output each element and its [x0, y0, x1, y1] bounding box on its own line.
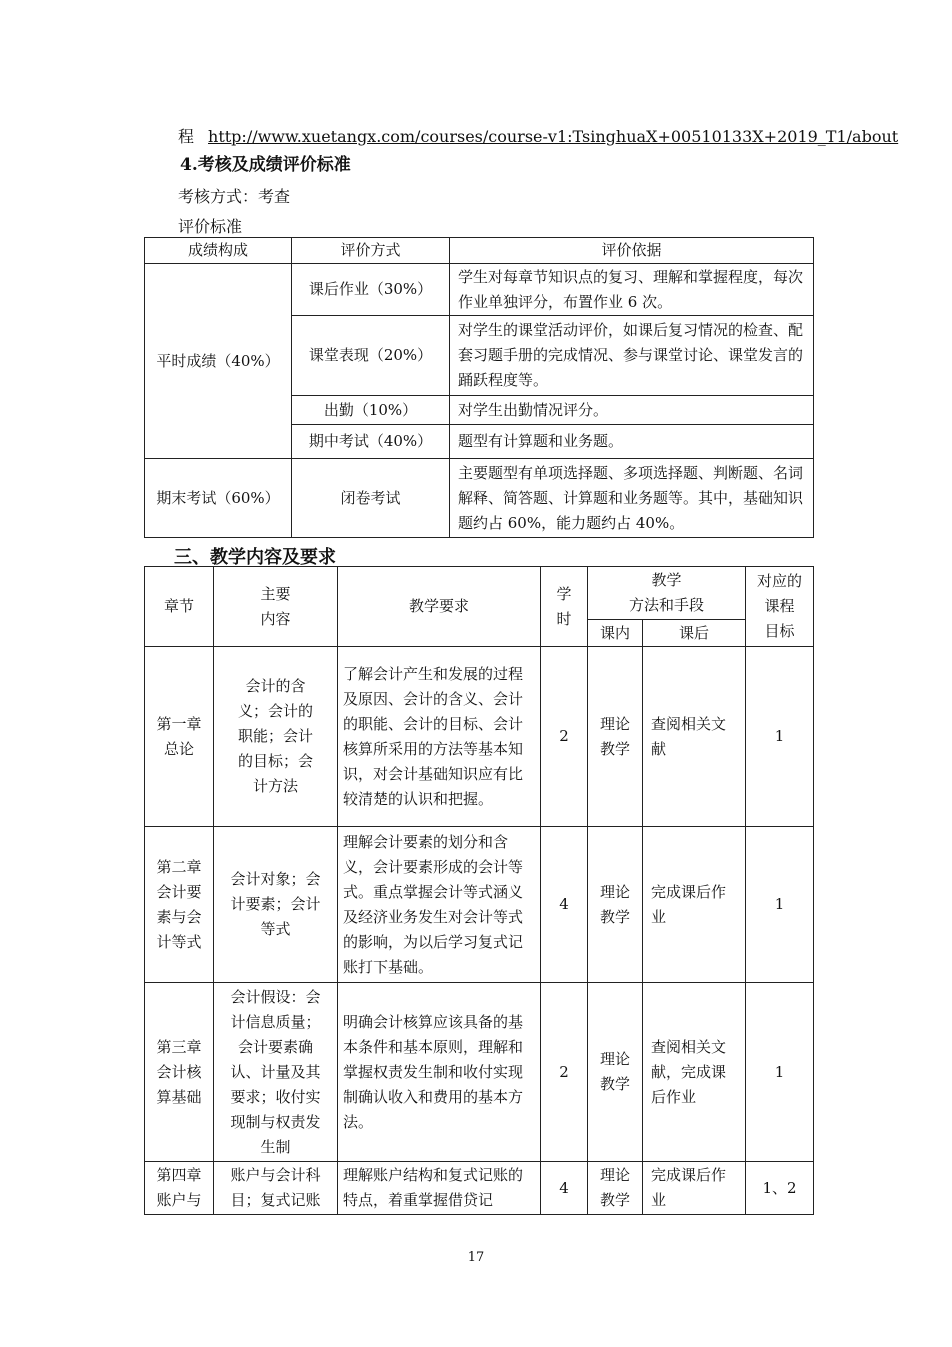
chapter-cell: [145, 1162, 214, 1215]
header-cell: 评价依据: [450, 238, 814, 264]
in-class-cell: 理论教学: [588, 647, 643, 827]
after-class-cell: 完成课后作业: [643, 827, 746, 983]
hours-cell: 4: [541, 1162, 588, 1215]
method-cell: 闭卷考试: [292, 459, 450, 538]
basis-cell: 学生对每章节知识点的复习、理解和掌握程度，每次作业单独评分，布置作业 6 次。: [450, 264, 814, 316]
table-row: [145, 827, 814, 983]
header-cell: 成绩构成: [145, 238, 292, 264]
header-course-target: 对应的 课程 目标: [746, 567, 814, 647]
method-cell: 课堂表现（20%）: [292, 316, 450, 396]
table-header-row: [145, 567, 814, 620]
chapter-text: 第一章总论: [156, 714, 202, 758]
after-class-cell: 查阅相关文献: [643, 647, 746, 827]
requirement-cell: 了解会计产生和发展的过程及原因、会计的含义、会计的职能、会计的目标、会计核算所采用的方法等基本知识，对会计基础知识应有比较清楚的认识和把握。: [338, 647, 541, 827]
after-class-cell: 完成课后作业: [643, 1162, 746, 1215]
hours-cell: 2: [541, 983, 588, 1162]
url-line: [178, 124, 898, 147]
evaluation-table: [144, 237, 814, 538]
requirement-cell: 明确会计核算应该具备的基本条件和基本原则，理解和掌握权责发生制和收付实现制确认收入和费用的基本方法。: [338, 983, 541, 1162]
basis-cell: 对学生的课堂活动评价，如课后复习情况的检查、配套习题手册的完成情况、参与课堂讨论、课堂发言的踊跃程度等。: [450, 316, 814, 396]
table-row: [145, 647, 814, 827]
chapter-text: 第四章账户与: [156, 1166, 202, 1209]
basis-cell: 主要题型有单项选择题、多项选择题、判断题、名词解释、简答题、计算题和业务题等。其中，基础知识题约占 60%，能力题约占 40%。: [450, 459, 814, 538]
in-class-cell: 理论教学: [588, 983, 643, 1162]
in-class-cell: [588, 1162, 643, 1215]
assessment-method: 考核方式：考查: [178, 187, 291, 206]
chapter-text: 第三章会计核算基础: [156, 1037, 202, 1106]
header-hours: 学 时: [541, 567, 588, 647]
main-content-text: 会计的含义；会计的职能；会计的目标；会计方法: [238, 677, 314, 795]
main-content-text: 会计假设：会计信息质量；会计要素确认、计量及其要求；收付实现制与权责发生制: [230, 987, 321, 1156]
header-requirements: 教学要求: [338, 567, 541, 647]
teaching-content-table: [144, 566, 814, 1215]
header-after-class: 课后: [643, 620, 746, 647]
chapter-cell: [145, 827, 214, 983]
target-cell: 1: [746, 647, 814, 827]
main-content-cell: [214, 983, 338, 1162]
section-heading-assessment: 4.考核及成绩评价标准: [180, 155, 351, 175]
target-cell: 1: [746, 983, 814, 1162]
after-class-cell: 查阅相关文献，完成课后作业: [643, 983, 746, 1162]
chapter-text: 第二章会计要素与会计等式: [156, 857, 202, 951]
table-row: [145, 1162, 814, 1215]
chapter-cell: [145, 647, 214, 827]
url-prefix: 程: [178, 127, 195, 146]
table-row: [145, 983, 814, 1162]
evaluation-standard-label: 评价标准: [178, 217, 243, 236]
method-cell: 出勤（10%）: [292, 396, 450, 425]
header-cell: 评价方式: [292, 238, 450, 264]
in-class-cell: 理论教学: [588, 827, 643, 983]
basis-cell: 对学生出勤情况评分。: [450, 396, 814, 425]
main-content-cell: [214, 647, 338, 827]
table-row: [145, 459, 814, 538]
in-class-text: 理论教学: [600, 1166, 631, 1209]
table-row: [145, 264, 814, 316]
main-content-cell: [214, 827, 338, 983]
hours-cell: 2: [541, 647, 588, 827]
header-main-content: 主要 内容: [214, 567, 338, 647]
page-number: 17: [467, 1250, 485, 1265]
chapter-cell: [145, 983, 214, 1162]
main-content-text: 账户与会计科目；复式记账: [230, 1166, 321, 1209]
main-content-cell: [214, 1162, 338, 1215]
target-cell: 1、2: [746, 1162, 814, 1215]
requirement-cell: 理解会计要素的划分和含义，会计要素形成的会计等式。重点掌握会计等式涵义及经济业务发生对会计等式的影响，为以后学习复式记账打下基础。: [338, 827, 541, 983]
component-cell: 平时成绩（40%）: [145, 264, 292, 459]
method-cell: 课后作业（30%）: [292, 264, 450, 316]
hours-cell: 4: [541, 827, 588, 983]
target-cell: 1: [746, 827, 814, 983]
section-heading-teaching-content: 三、教学内容及要求: [174, 547, 336, 568]
main-content-text: 会计对象；会计要素；会计等式: [230, 870, 321, 938]
method-cell: 期中考试（40%）: [292, 425, 450, 459]
course-link[interactable]: http://www.xuetangx.com/courses/course-v1:TsinghuaX+00510133X+2019_T1/about: [208, 127, 899, 146]
header-chapter: 章节: [145, 567, 214, 647]
header-in-class: 课内: [588, 620, 643, 647]
component-cell: 期末考试（60%）: [145, 459, 292, 538]
header-methods: 教学 方法和手段: [588, 567, 746, 620]
table-header-row: [145, 238, 814, 264]
basis-cell: 题型有计算题和业务题。: [450, 425, 814, 459]
requirement-cell: 理解账户结构和复式记账的特点，着重掌握借贷记: [338, 1162, 541, 1215]
